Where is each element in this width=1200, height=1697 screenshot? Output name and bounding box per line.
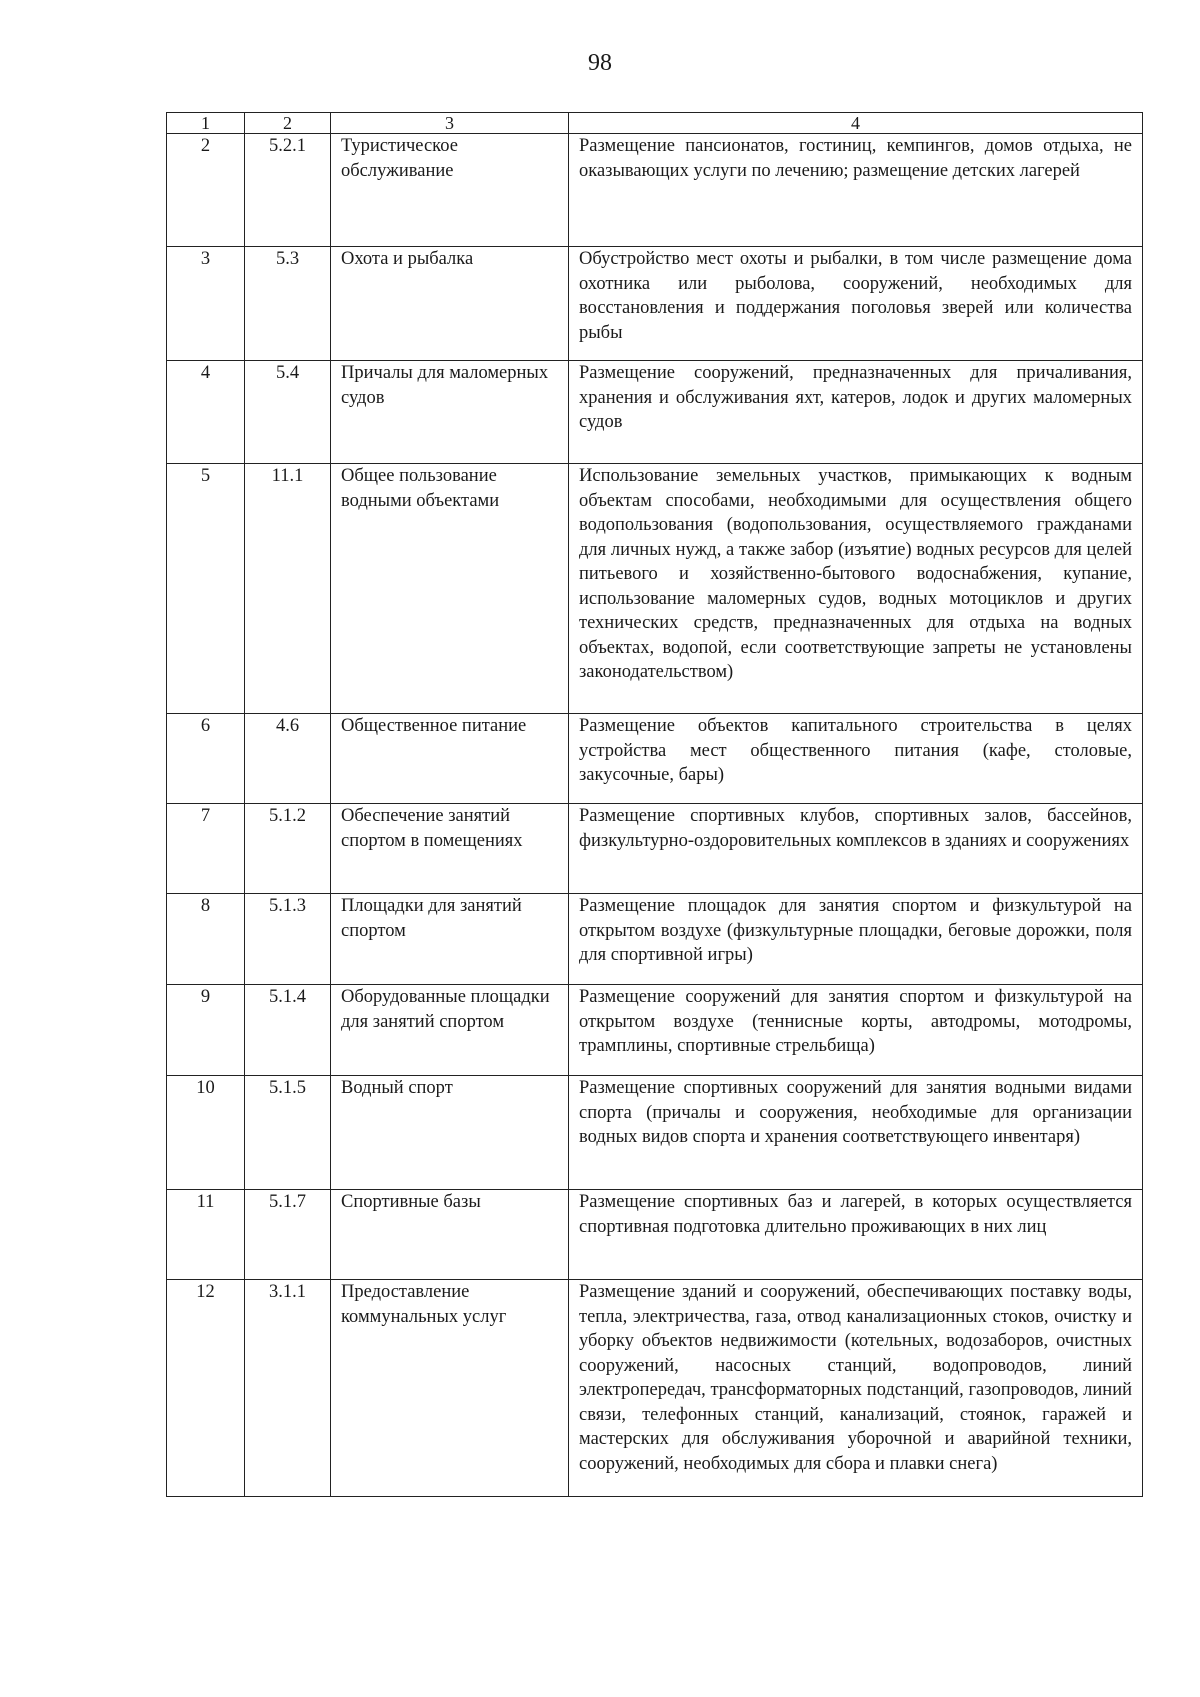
row-description: Размещение спортивных сооружений для занятия водными видами спорта (причалы и сооружения, необходимые для организации водных видов спорта и хранения соответствующего инвентаря): [569, 1076, 1143, 1190]
table-row: [167, 1076, 1143, 1190]
table-row: [167, 1280, 1143, 1497]
table-row: [167, 714, 1143, 804]
row-number: 12: [167, 1280, 245, 1497]
table-row: [167, 361, 1143, 464]
table-row: [167, 1190, 1143, 1280]
row-number: 10: [167, 1076, 245, 1190]
row-description: Размещение объектов капитального строительства в целях устройства мест общественного питания (кафе, столовые, закусочные, бары): [569, 714, 1143, 804]
row-number: 7: [167, 804, 245, 894]
row-number: 11: [167, 1190, 245, 1280]
row-number: 3: [167, 247, 245, 361]
row-name: Обеспечение занятий спортом в помещениях: [331, 804, 569, 894]
row-code: 5.4: [245, 361, 331, 464]
row-code: 5.2.1: [245, 134, 331, 247]
row-code: 5.3: [245, 247, 331, 361]
row-description: Размещение площадок для занятия спортом и физкультурой на открытом воздухе (физкультурные площадки, беговые дорожки, поля для спортивной игры): [569, 894, 1143, 985]
row-name: Туристическое обслуживание: [331, 134, 569, 247]
row-name: Общественное питание: [331, 714, 569, 804]
header-col-2: 2: [245, 113, 331, 134]
row-name: Оборудованные площадки для занятий спортом: [331, 985, 569, 1076]
row-code: 11.1: [245, 464, 331, 714]
land-use-table: [166, 112, 1143, 1497]
page-number: 98: [588, 50, 612, 76]
row-number: 8: [167, 894, 245, 985]
table-header-row: [167, 113, 1143, 134]
row-code: 5.1.3: [245, 894, 331, 985]
row-name: Общее пользование водными объектами: [331, 464, 569, 714]
table-row: [167, 985, 1143, 1076]
row-number: 6: [167, 714, 245, 804]
row-code: 5.1.5: [245, 1076, 331, 1190]
table-row: [167, 134, 1143, 247]
row-code: 3.1.1: [245, 1280, 331, 1497]
header-col-3: 3: [331, 113, 569, 134]
table-row: [167, 464, 1143, 714]
row-description: Обустройство мест охоты и рыбалки, в том числе размещение дома охотника или рыболова, сооружений, необходимых для восстановления и поддержания поголовья зверей или количества рыбы: [569, 247, 1143, 361]
row-description: Размещение пансионатов, гостиниц, кемпингов, домов отдыха, не оказывающих услуги по лечению; размещение детских лагерей: [569, 134, 1143, 247]
table-row: [167, 804, 1143, 894]
row-number: 9: [167, 985, 245, 1076]
row-number: 2: [167, 134, 245, 247]
row-name: Водный спорт: [331, 1076, 569, 1190]
row-code: 4.6: [245, 714, 331, 804]
row-name: Площадки для занятий спортом: [331, 894, 569, 985]
row-name: Предоставление коммунальных услуг: [331, 1280, 569, 1497]
header-col-1: 1: [167, 113, 245, 134]
row-description: Использование земельных участков, примыкающих к водным объектам способами, необходимыми для осуществления общего водопользования (водопользования, осуществляемого гражданами для личных нужд, а также забор (изъятие) водных ресурсов для целей питьевого и хозяйственно-бытового водоснабжения, купание, использование маломерных судов, водных мотоциклов и других технических средств, предназначенных для отдыха на водных объектах, водопой, если соответствующие запреты не установлены законодательством): [569, 464, 1143, 714]
row-name: Спортивные базы: [331, 1190, 569, 1280]
row-description: Размещение сооружений для занятия спортом и физкультурой на открытом воздухе (теннисные корты, автодромы, мотодромы, трамплины, спортивные стрельбища): [569, 985, 1143, 1076]
row-code: 5.1.7: [245, 1190, 331, 1280]
header-col-4: 4: [569, 113, 1143, 134]
row-number: 4: [167, 361, 245, 464]
row-name: Охота и рыбалка: [331, 247, 569, 361]
row-description: Размещение зданий и сооружений, обеспечивающих поставку воды, тепла, электричества, газа, отвод канализационных стоков, очистку и уборку объектов недвижимости (котельных, водозаборов, очистных сооружений, насосных станций, водопроводов, линий электропередач, трансформаторных подстанций, газопроводов, линий связи, телефонных станций, канализаций, стоянок, гаражей и мастерских для обслуживания уборочной и аварийной техники, сооружений, необходимых для сбора и плавки снега): [569, 1280, 1143, 1497]
row-description: Размещение спортивных клубов, спортивных залов, бассейнов, физкультурно-оздоровительных комплексов в зданиях и сооружениях: [569, 804, 1143, 894]
row-description: Размещение спортивных баз и лагерей, в которых осуществляется спортивная подготовка длительно проживающих в них лиц: [569, 1190, 1143, 1280]
row-code: 5.1.2: [245, 804, 331, 894]
table-row: [167, 894, 1143, 985]
row-code: 5.1.4: [245, 985, 331, 1076]
table-row: [167, 247, 1143, 361]
row-name: Причалы для маломерных судов: [331, 361, 569, 464]
row-number: 5: [167, 464, 245, 714]
row-description: Размещение сооружений, предназначенных для причаливания, хранения и обслуживания яхт, катеров, лодок и других маломерных судов: [569, 361, 1143, 464]
